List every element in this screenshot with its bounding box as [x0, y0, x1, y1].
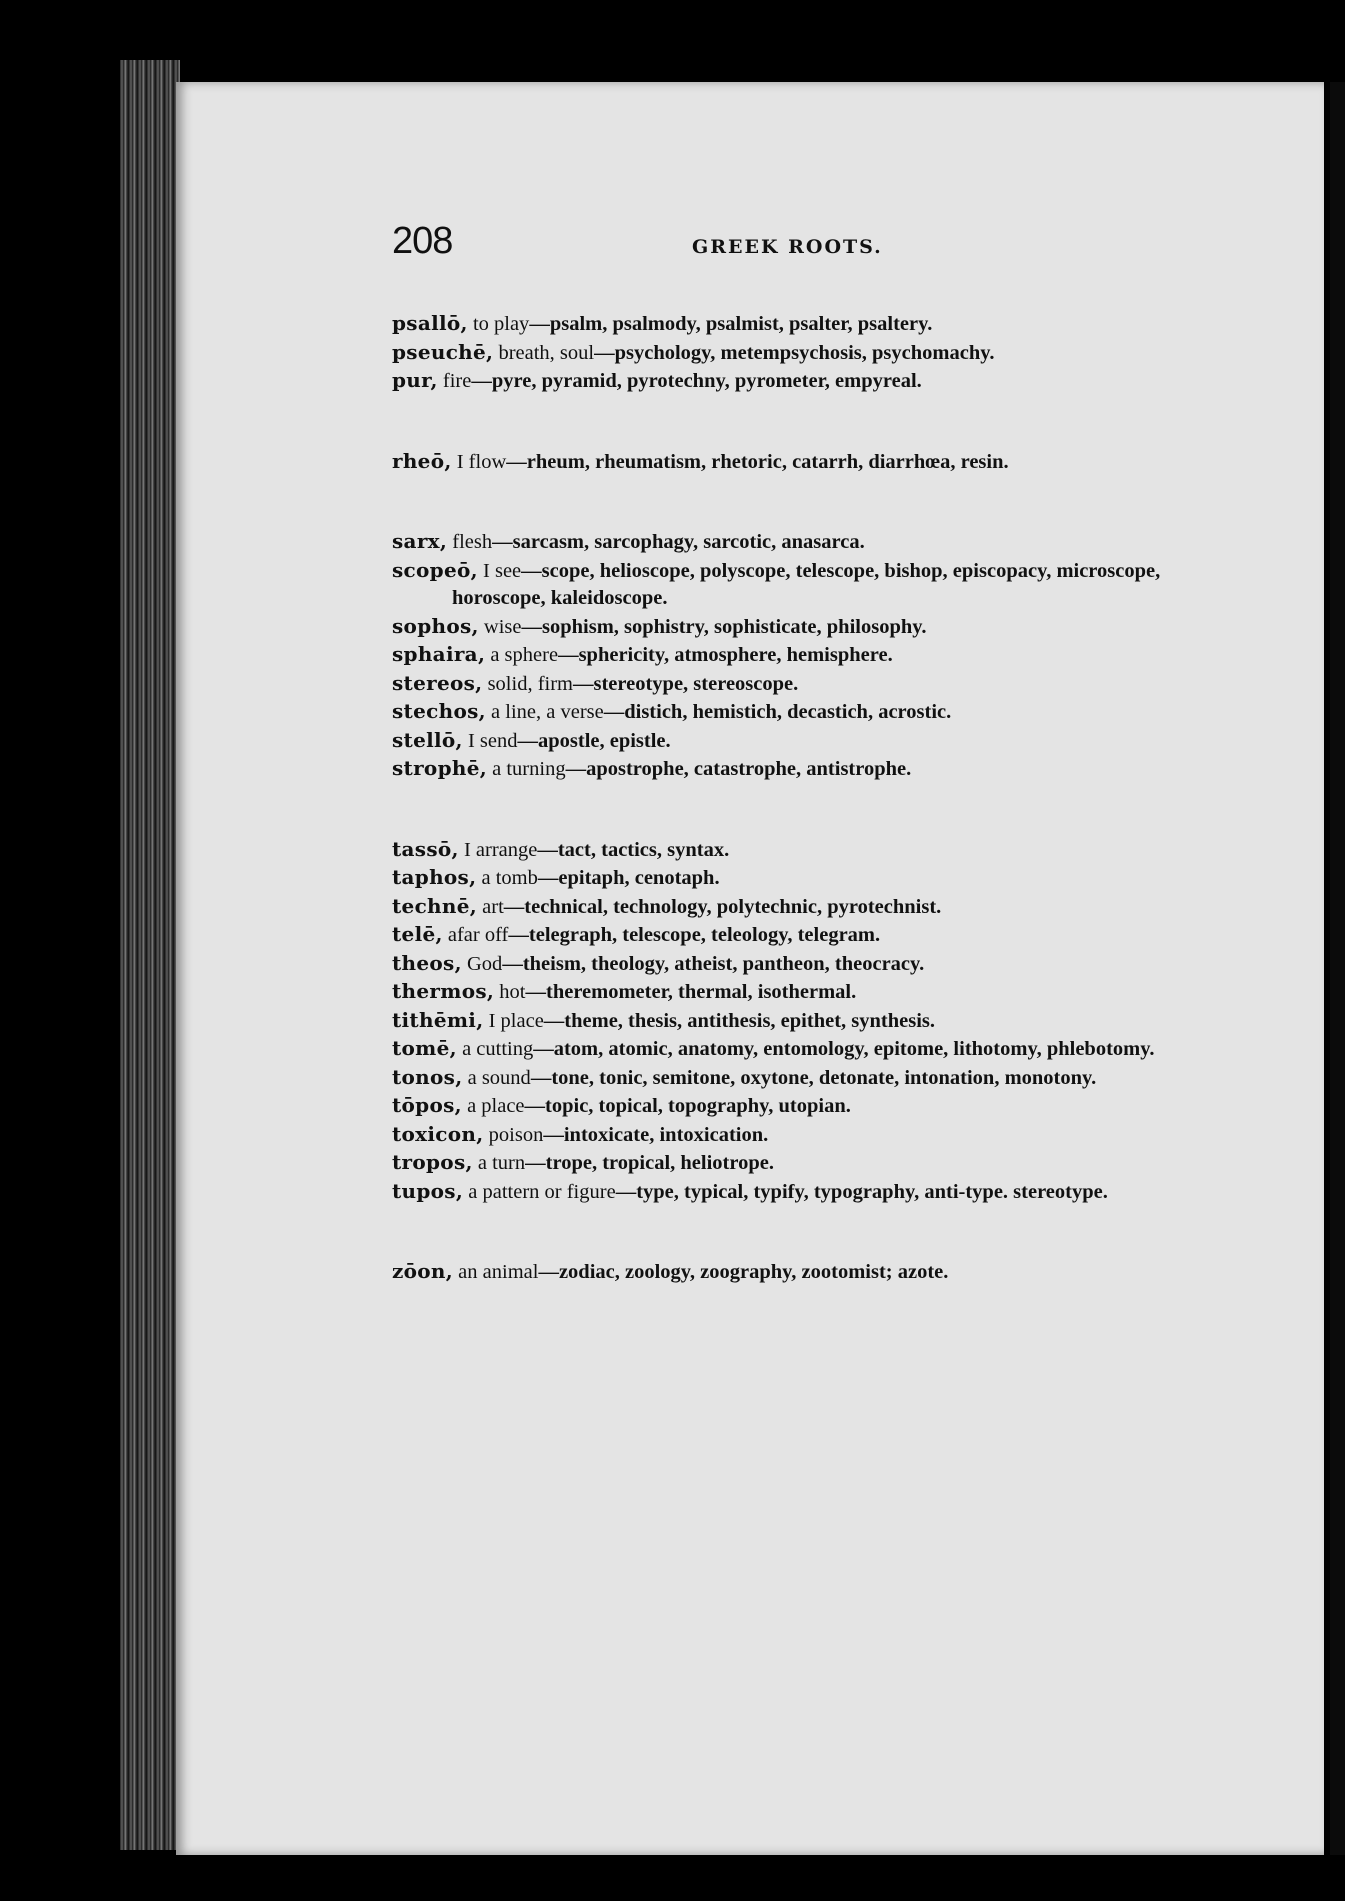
derivative-words: —epitaph, cenotaph.	[537, 867, 720, 889]
root-entry	[392, 613, 1192, 642]
root-meaning: an animal	[453, 1261, 539, 1283]
derivative-words: —topic, topical, topography, utopian.	[524, 1095, 851, 1117]
root-word: tupos,	[392, 1178, 464, 1203]
derivative-words: —tact, tactics, syntax.	[537, 838, 730, 861]
root-entry	[392, 1149, 1192, 1178]
derivative-words: —distich, hemistich, decastich, acrostic.	[603, 701, 952, 723]
root-entry	[392, 310, 1192, 339]
derivative-words: —psychology, metempsychosis, psychomachy.	[594, 341, 995, 364]
derivative-words: —theremometer, thermal, isothermal.	[525, 981, 857, 1003]
root-word: theos,	[392, 950, 462, 975]
root-entry	[392, 557, 1192, 613]
root-word: thermos,	[392, 979, 495, 1003]
derivative-words: —telegraph, telescope, teleology, telegram.	[508, 924, 881, 946]
root-word: sophos,	[392, 613, 479, 638]
book-binding-edge	[120, 60, 180, 1850]
derivative-words: —sarcasm, sarcophagy, sarcotic, anasarca.	[492, 531, 865, 553]
root-entry	[392, 641, 1192, 670]
root-meaning: a tomb	[476, 867, 538, 889]
derivative-words: —scope, helioscope, polyscope, telescope, bishop, episcopacy, microscope, horoscope, kaleidoscope.	[452, 559, 1161, 609]
entry-group	[392, 836, 1192, 1207]
root-word: sphaira,	[392, 642, 486, 666]
root-meaning: to play	[467, 313, 530, 335]
root-meaning: afar off	[442, 924, 509, 946]
root-meaning: poison	[483, 1123, 544, 1146]
root-word: stellō,	[392, 727, 463, 752]
root-word: toxicon,	[392, 1121, 484, 1146]
root-meaning: I send	[462, 729, 518, 752]
derivative-words: —sphericity, atmosphere, hemisphere.	[558, 644, 893, 666]
root-meaning: art	[477, 895, 504, 918]
root-word: telē,	[392, 922, 443, 946]
root-word: tropos,	[392, 1150, 473, 1174]
entry-group	[392, 1258, 1192, 1287]
page-number: 208	[392, 220, 453, 262]
root-meaning: solid, firm	[482, 672, 573, 695]
root-word: pur,	[392, 368, 438, 392]
root-meaning: I flow	[451, 450, 507, 473]
root-word: psallō,	[392, 311, 468, 335]
derivative-words: —zodiac, zoology, zoography, zootomist; azote.	[538, 1261, 949, 1283]
root-word: tōpos,	[392, 1093, 462, 1117]
root-meaning: a turn	[472, 1152, 526, 1174]
root-word: tomē,	[392, 1036, 457, 1060]
root-word: stereos,	[392, 670, 483, 695]
root-word: technē,	[392, 893, 478, 918]
root-meaning: a pattern or figure	[463, 1180, 616, 1203]
root-entry	[392, 921, 1192, 950]
root-meaning: hot	[494, 981, 526, 1003]
running-head: GREEK ROOTS.	[692, 236, 883, 258]
root-entry	[392, 978, 1192, 1007]
derivative-words: —intoxicate, intoxication.	[543, 1123, 769, 1146]
derivative-words: —theme, thesis, antithesis, epithet, synthesis.	[543, 1009, 936, 1032]
root-entry	[392, 1035, 1192, 1064]
root-meaning: breath, soul	[493, 341, 595, 364]
root-word: zōon,	[392, 1259, 454, 1283]
derivative-words: —type, typical, typify, typography, anti-type. stereotype.	[615, 1180, 1108, 1203]
derivative-words: —tone, tonic, semitone, oxytone, detonate, intonation, monotony.	[530, 1066, 1097, 1089]
derivative-words: —atom, atomic, anatomy, entomology, epitome, lithotomy, phlebotomy.	[533, 1038, 1155, 1060]
root-entry	[392, 1178, 1192, 1207]
root-word: pseuchē,	[392, 339, 494, 364]
root-meaning: a cutting	[456, 1038, 534, 1060]
root-entry	[392, 367, 1192, 396]
root-meaning: I place	[483, 1009, 544, 1032]
derivative-words: —rheum, rheumatism, rhetoric, catarrh, diarrhœa, resin.	[506, 450, 1009, 473]
root-word: scopeō,	[392, 557, 478, 582]
root-meaning: wise	[478, 615, 522, 638]
root-entry	[392, 670, 1192, 699]
root-entry	[392, 727, 1192, 756]
root-entry	[392, 698, 1192, 727]
derivative-words: —apostle, epistle.	[517, 729, 671, 752]
root-entry	[392, 864, 1192, 893]
root-entry	[392, 528, 1192, 557]
root-meaning: a place	[461, 1095, 525, 1117]
root-meaning: a line, a verse	[485, 701, 604, 723]
root-entry	[392, 1258, 1192, 1287]
derivative-words: —stereotype, stereoscope.	[573, 672, 799, 695]
group-spacer	[392, 396, 1192, 448]
group-spacer	[392, 476, 1192, 528]
entry-group	[392, 448, 1192, 477]
root-entry	[392, 448, 1192, 477]
root-meaning: a turning	[487, 758, 566, 780]
page-header	[392, 220, 1192, 310]
root-word: stechos,	[392, 699, 486, 723]
root-entry	[392, 950, 1192, 979]
root-word: tassō,	[392, 836, 459, 861]
page-right-edge	[1330, 82, 1345, 1855]
root-word: taphos,	[392, 865, 477, 889]
root-entry	[392, 1064, 1192, 1093]
group-spacer	[392, 1206, 1192, 1258]
root-entry	[392, 755, 1192, 784]
root-entry	[392, 893, 1192, 922]
root-word: sarx,	[392, 529, 448, 553]
root-meaning: fire	[437, 370, 472, 392]
root-word: tithēmi,	[392, 1007, 484, 1032]
root-entry	[392, 1007, 1192, 1036]
derivative-words: —sophism, sophistry, sophisticate, philosophy.	[521, 615, 927, 638]
root-word: strophē,	[392, 756, 487, 780]
group-spacer	[392, 784, 1192, 836]
derivative-words: —psalm, psalmody, psalmist, psalter, psaltery.	[529, 313, 933, 335]
root-meaning: God	[461, 952, 503, 975]
root-meaning: I see	[477, 559, 522, 582]
derivative-words: —technical, technology, polytechnic, pyrotechnist.	[503, 895, 942, 918]
derivative-words: —apostrophe, catastrophe, antistrophe.	[565, 758, 912, 780]
root-meaning: I arrange	[458, 838, 538, 861]
root-meaning: a sound	[462, 1066, 531, 1089]
derivative-words: —theism, theology, atheist, pantheon, theocracy.	[502, 952, 925, 975]
root-entry	[392, 1121, 1192, 1150]
root-entry	[392, 836, 1192, 865]
root-entry	[392, 339, 1192, 368]
page-content	[392, 220, 1192, 1287]
root-word: rheō,	[392, 448, 452, 473]
root-entry-list	[392, 310, 1192, 1287]
root-word: tonos,	[392, 1064, 463, 1089]
derivative-words: —trope, tropical, heliotrope.	[525, 1152, 774, 1174]
derivative-words: —pyre, pyramid, pyrotechny, pyrometer, empyreal.	[471, 370, 922, 392]
entry-group	[392, 528, 1192, 784]
root-entry	[392, 1092, 1192, 1121]
entry-group	[392, 310, 1192, 396]
root-meaning: a sphere	[485, 644, 559, 666]
root-meaning: flesh	[447, 531, 493, 553]
